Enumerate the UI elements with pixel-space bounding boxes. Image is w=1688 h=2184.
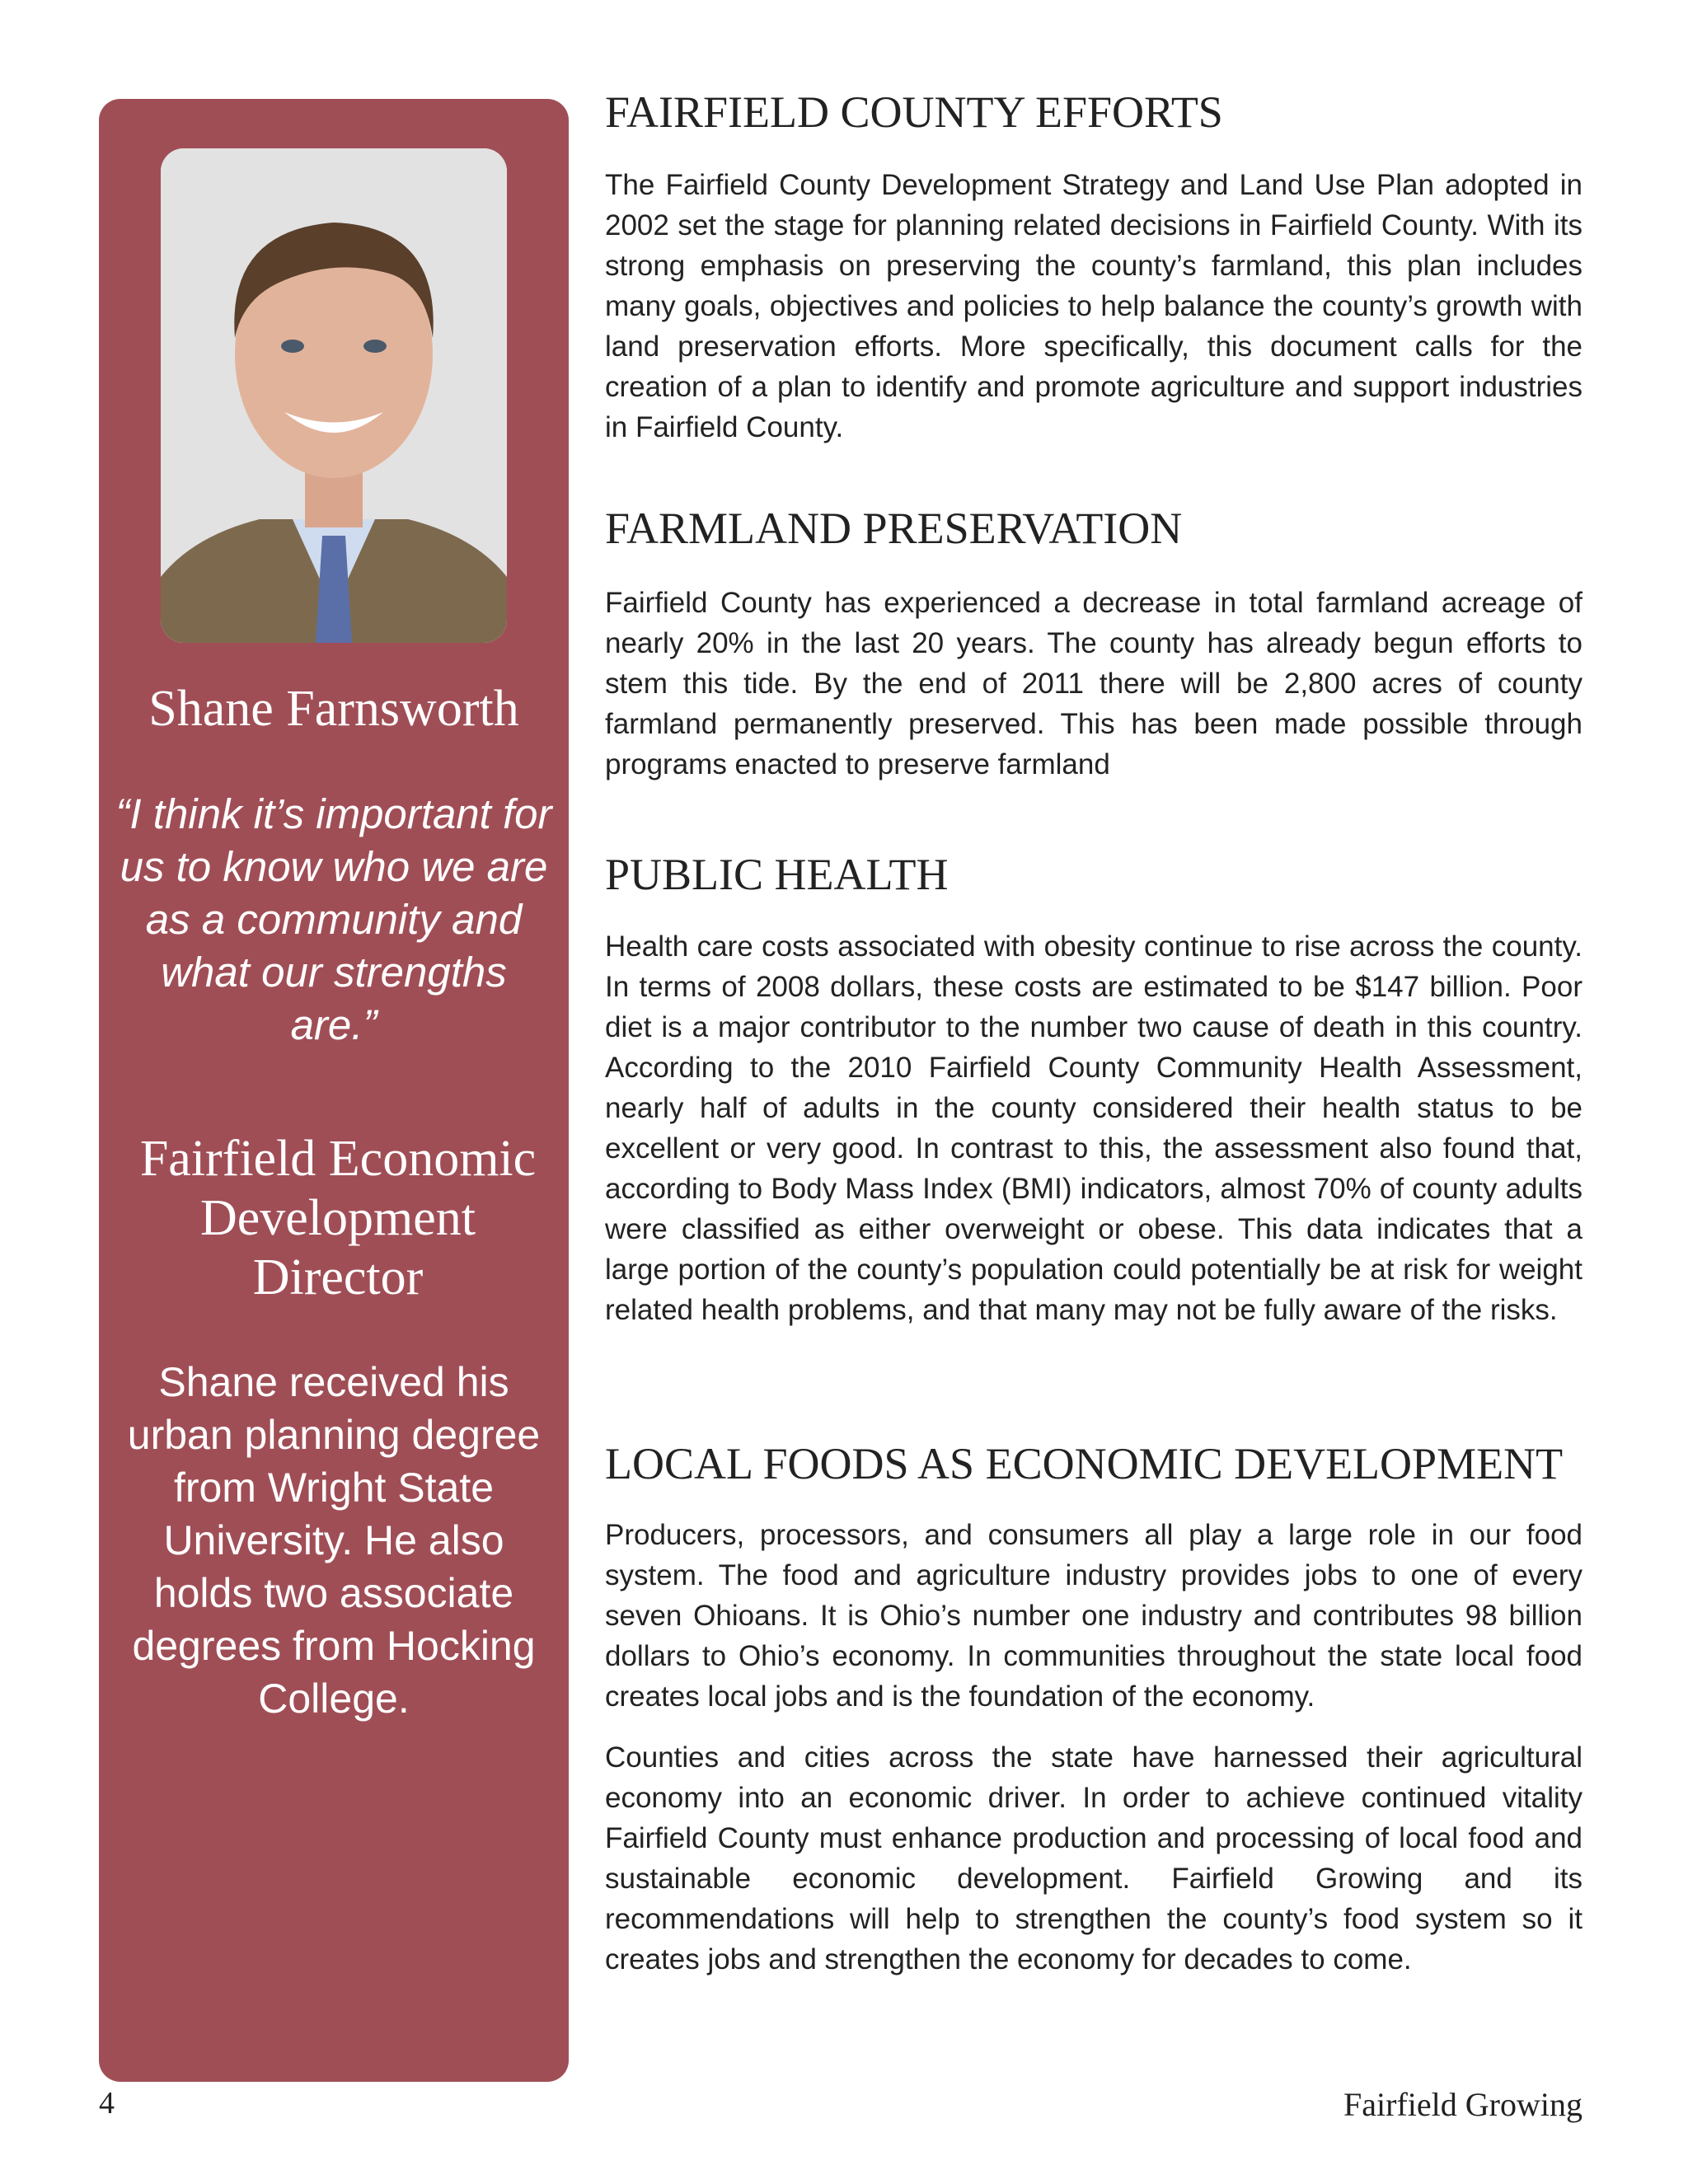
paragraph-local-foods-2: Counties and cities across the state have harnessed their agricultural economy into an economic driver. In order to achieve continued vitality Fairfield County must enhance production and processing of local food and sustainable economic development. Fairfield Growing and its recommendations will help to strengthen the county’s food system so it creates jobs and strengthen the economy for decades to come. (605, 1741, 1582, 1975)
person-name: Shane Farnsworth (148, 681, 519, 737)
portrait-illustration (161, 148, 507, 643)
paragraph-efforts: The Fairfield County Development Strategy and Land Use Plan adopted in 2002 set the stage for planning related decisions in Fairfield County. With its strong emphasis on preserving the county’s farmland, this plan includes many goals, objectives and policies to help balance the county’s growth with land preservation efforts. More specifically, this document calls for the creation of a plan to identify and promote agriculture and support industries in Fairfield County. (605, 169, 1582, 443)
heading-local-foods: LOCAL FOODS AS ECONOMIC DEVELOPMENT (605, 1439, 1564, 1488)
heading-farmland-preservation: FARMLAND PRESERVATION (605, 504, 1183, 553)
person-role: Fairfield Economic Development Director (139, 1131, 537, 1305)
publication-title: Fairfield Growing (1343, 2086, 1582, 2123)
heading-public-health: PUBLIC HEALTH (605, 850, 949, 899)
portrait-photo (161, 148, 507, 643)
page-number: 4 (99, 2086, 115, 2121)
paragraph-local-foods-1: Producers, processors, and consumers all play a large role in our food system. The food and agriculture industry provides jobs to one of every seven Ohioans. It is Ohio’s number one industry and contributes 98 billion dollars to Ohio’s economy. In communities throughout the state local food creates local jobs and is the foundation of the economy. (605, 1519, 1582, 1713)
sidebar-profile (99, 99, 569, 2082)
heading-fairfield-county-efforts: FAIRFIELD COUNTY EFFORTS (605, 87, 1223, 137)
pull-quote: “I think it’s important for us to know who we are as a community and what our strengths are.” (115, 790, 552, 1048)
paragraph-farmland: Fairfield County has experienced a decrease in total farmland acreage of nearly 20% in the last 20 years. The county has already begun efforts to stem this tide. By the end of 2011 there will be 2,800 acres of county farmland permanently preserved. This has been made possible through programs enacted to preserve farmland (605, 587, 1582, 780)
person-bio: Shane received his urban planning degree from Wright State University. He also holds two associate degrees from Hocking College. (127, 1359, 541, 1722)
paragraph-health: Health care costs associated with obesity continue to rise across the county. In terms of 2008 dollars, these costs are estimated to be $147 billion. Poor diet is a major contributor to the number two cause of death in this country. According to the 2010 Fairfield County Community Health Assessment, nearly half of adults in the county considered their health status to be excellent or very good. In contrast to this, the assessment also found that, according to Body Mass Index (BMI) indicators, almost 70% of county adults were classified as either overweight or obese. This data indicates that a large portion of the county’s population could potentially be at risk for weight related health problems, and that many may not be fully aware of the risks. (605, 930, 1582, 1326)
